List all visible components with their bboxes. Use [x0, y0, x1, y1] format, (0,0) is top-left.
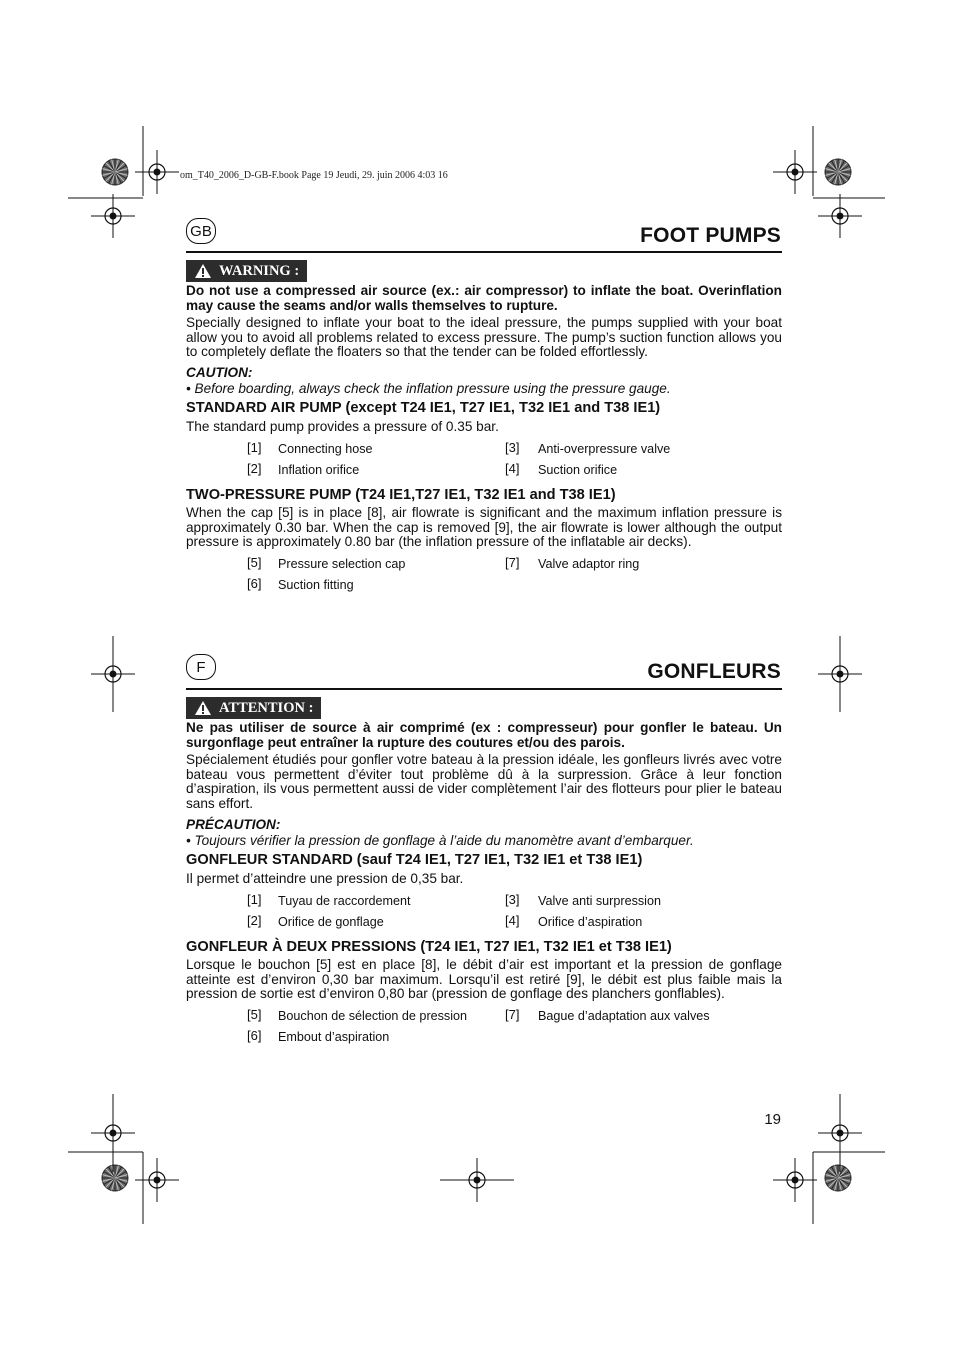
- two-pressure-heading: TWO-PRESSURE PUMP (T24 IE1,T27 IE1, T32 IE1 and T38 IE1): [186, 487, 616, 503]
- part-label: Embout d’aspiration: [278, 1030, 390, 1044]
- part-number: [7]: [505, 555, 520, 570]
- part-number: [5]: [247, 555, 262, 570]
- part-label: Connecting hose: [278, 442, 373, 456]
- part-label: Pressure selection cap: [278, 557, 406, 571]
- part-number: [7]: [505, 1007, 520, 1022]
- warning-triangle-icon: [194, 700, 212, 716]
- part-label: Valve adaptor ring: [538, 557, 640, 571]
- deux-pressions-text: Lorsque le bouchon [5] est en place [8], le débit d’air est important et la pression de gonflage atteinte est d’environ 0,30 bar maximum. Lorsqu’il est retiré [9], le débit est plus faible mais la pression de sortie est d’environ 0,80 bar (pression de gonflage des planchers gonflables).: [186, 957, 782, 1002]
- part-number: [1]: [247, 892, 262, 907]
- section-rule: [186, 251, 782, 253]
- part-label: Bouchon de sélection de pression: [278, 1009, 468, 1023]
- gonfleur-standard-text: Il permet d’atteindre une pression de 0,35 bar.: [186, 871, 464, 886]
- color-bar-starburst-icon: [102, 1165, 128, 1191]
- page-number: 19: [764, 1111, 781, 1128]
- intro-paragraph-fr: Spécialement étudiés pour gonfler votre bateau à la pression idéale, les gonfleurs livrés avec votre bateau vous permettent d’éviter tout problème dû à la surpression. Grâce à leur fonction d’aspiration, ils vous permettent aussi de vider complètement l’air des flotteurs pour plier le bateau sans effort.: [186, 752, 782, 812]
- caution-label: CAUTION:: [186, 365, 253, 380]
- part-number: [6]: [247, 576, 262, 591]
- part-label: Anti-overpressure valve: [538, 442, 671, 456]
- part-label: Suction orifice: [538, 463, 618, 477]
- color-bar-starburst-icon: [825, 1165, 851, 1191]
- caution-text: • Before boarding, always check the inflation pressure using the pressure gauge.: [186, 381, 671, 396]
- language-badge-gb: GB: [186, 218, 216, 244]
- registration-target-icon: [91, 194, 135, 238]
- part-number: [2]: [247, 461, 262, 476]
- intro-paragraph: Specially designed to inflate your boat to the ideal pressure, the pumps supplied with your boat allow you to avoid all problems related to excess pressure. The pump’s suction function allows you to completely deflate the floaters so that the tender can be folded effortlessly.: [186, 315, 782, 360]
- part-label: Valve anti surpression: [538, 894, 661, 908]
- section-title-gonfleurs: GONFLEURS: [647, 660, 781, 683]
- part-number: [3]: [505, 892, 520, 907]
- section-rule: [186, 688, 782, 690]
- registration-target-icon: [135, 150, 179, 194]
- registration-target-icon: [818, 194, 862, 238]
- language-badge-f: F: [186, 654, 216, 680]
- standard-pump-heading: STANDARD AIR PUMP (except T24 IE1, T27 IE1, T32 IE1 and T38 IE1): [186, 400, 661, 416]
- part-number: [3]: [505, 440, 520, 455]
- part-label: Orifice d’aspiration: [538, 915, 643, 929]
- color-bar-starburst-icon: [102, 159, 128, 185]
- part-label: Suction fitting: [278, 578, 354, 592]
- part-label: Orifice de gonflage: [278, 915, 384, 929]
- attention-label: ATTENTION :: [219, 699, 314, 716]
- registration-target-icon: [135, 1158, 179, 1202]
- attention-text: Ne pas utiliser de source à air comprimé (ex : compresseur) pour gonfler le bateau. Un surgonflage peut entraîner la rupture des coutures et/ou des parois.: [186, 720, 782, 750]
- part-number: [5]: [247, 1007, 262, 1022]
- part-number: [1]: [247, 440, 262, 455]
- part-number: [4]: [505, 461, 520, 476]
- part-number: [2]: [247, 913, 262, 928]
- registration-target-icon: [773, 150, 817, 194]
- gonfleur-standard-heading: GONFLEUR STANDARD (sauf T24 IE1, T27 IE1, T32 IE1 et T38 IE1): [186, 852, 643, 868]
- two-pressure-text: When the cap [5] is in place [8], air flowrate is significant and the maximum inflation pressure is approximately 0.30 bar. When the cap is removed [9], the air flowrate is lower although the output pressure is approximately 0.80 bar (the inflation pressure of the inflatable air decks).: [186, 505, 782, 550]
- attention-box: [186, 697, 321, 719]
- part-number: [4]: [505, 913, 520, 928]
- warning-text: Do not use a compressed air source (ex.: air compressor) to inflate the boat. Overinflation may cause the seams and/or walls themselves to rupture.: [186, 283, 782, 313]
- part-label: Bague d’adaptation aux valves: [538, 1009, 710, 1023]
- warning-triangle-icon: [194, 263, 212, 279]
- part-label: Inflation orifice: [278, 463, 360, 477]
- book-header-line: om_T40_2006_D-GB-F.book Page 19 Jeudi, 29. juin 2006 4:03 16: [180, 170, 448, 181]
- precaution-label: PRÉCAUTION:: [186, 817, 281, 832]
- part-label: Tuyau de raccordement: [278, 894, 411, 908]
- color-bar-starburst-icon: [825, 159, 851, 185]
- registration-target-icon: [773, 1158, 817, 1202]
- warning-label: WARNING :: [219, 262, 300, 279]
- precaution-text: • Toujours vérifier la pression de gonflage à l’aide du manomètre avant d’embarquer.: [186, 833, 694, 848]
- part-number: [6]: [247, 1028, 262, 1043]
- section-title-foot-pumps: FOOT PUMPS: [640, 224, 781, 247]
- deux-pressions-heading: GONFLEUR À DEUX PRESSIONS (T24 IE1, T27 IE1, T32 IE1 et T38 IE1): [186, 939, 672, 955]
- standard-pump-text: The standard pump provides a pressure of 0.35 bar.: [186, 419, 499, 434]
- warning-box: [186, 260, 307, 282]
